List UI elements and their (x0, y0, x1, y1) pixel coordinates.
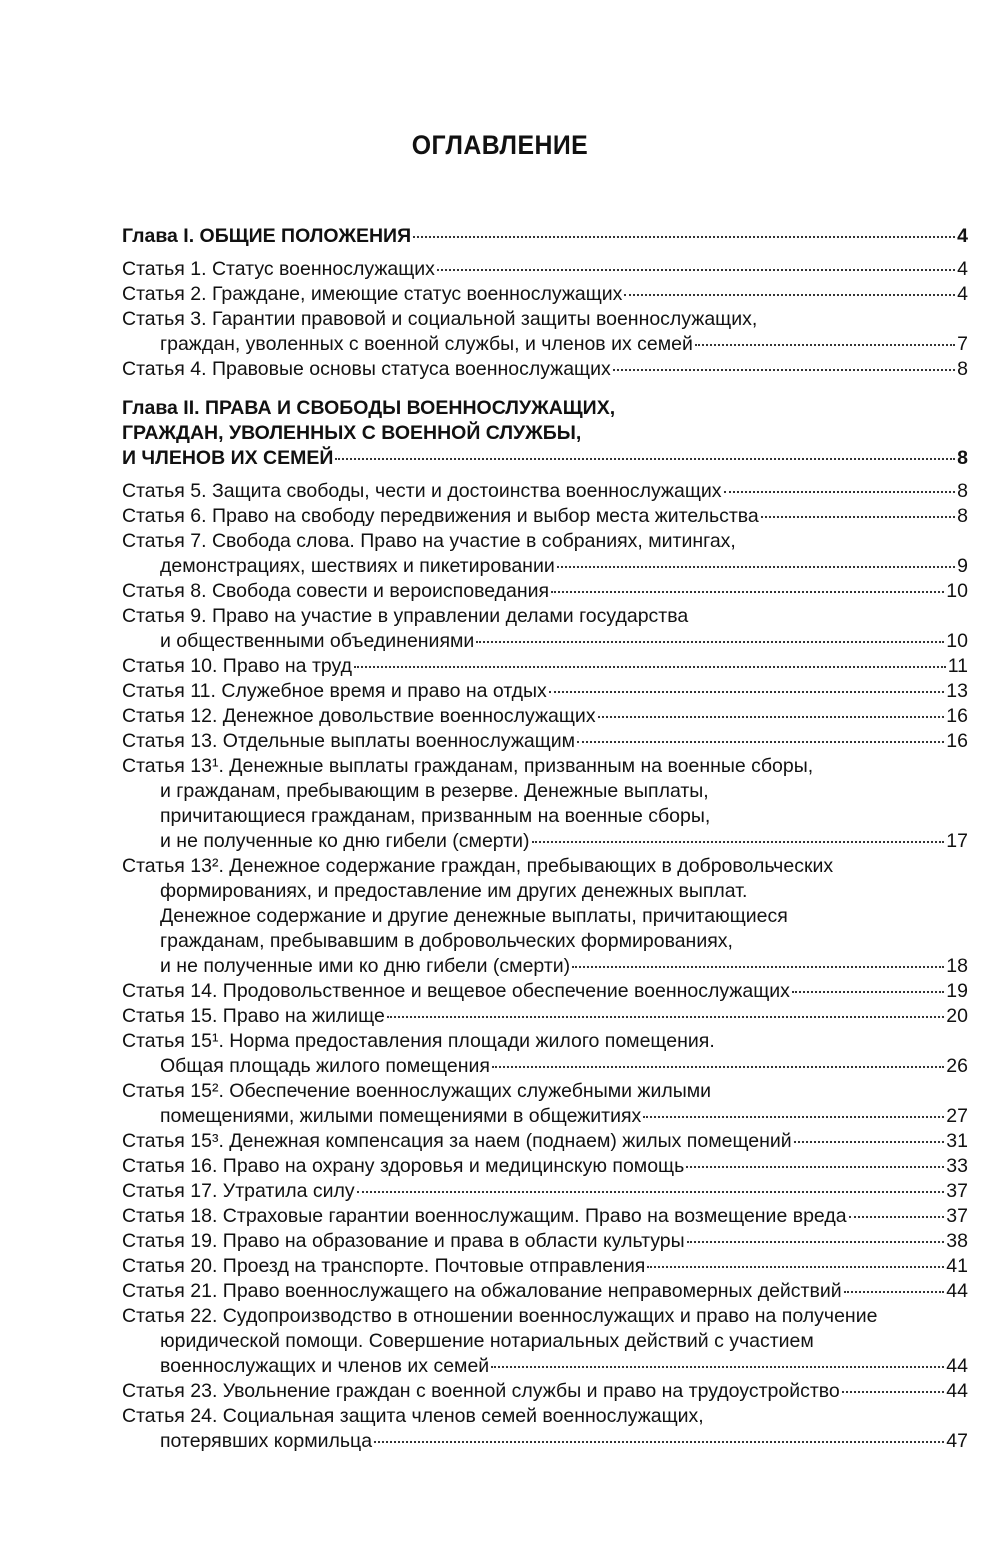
toc-article[interactable] (122, 1379, 968, 1404)
toc-entry-text: и общественными объединениями (160, 630, 475, 652)
dot-leader (613, 369, 955, 371)
toc-article[interactable] (122, 679, 968, 704)
toc-article[interactable] (122, 979, 968, 1004)
toc-entry-text: Статья 5. Защита свободы, чести и достоинства военнослужащих (122, 480, 722, 502)
toc-entry-text: помещениями, жилыми помещениями в общежитиях (160, 1105, 642, 1127)
dot-leader (792, 991, 944, 993)
section-gap (122, 471, 968, 479)
page-number: 8 (957, 447, 968, 469)
dot-leader (761, 516, 955, 518)
toc-entry-text: Статья 15². Обеспечение военнослужащих служебными жилыми (122, 1080, 712, 1102)
dot-leader (374, 1441, 944, 1443)
toc-entry-text: Статья 12. Денежное довольствие военнослужащих (122, 705, 596, 727)
page-number: 10 (946, 630, 968, 652)
toc-article[interactable] (122, 604, 968, 654)
dot-leader (598, 716, 945, 718)
section-gap (122, 249, 968, 257)
toc-line-last (122, 1154, 968, 1179)
toc-line-last (122, 679, 968, 704)
toc-line-last (122, 257, 968, 282)
toc-article[interactable] (122, 579, 968, 604)
toc-entry-text: Статья 23. Увольнение граждан с военной службы и право на трудоустройство (122, 1380, 840, 1402)
dot-leader (572, 966, 944, 968)
page-number: 47 (946, 1430, 968, 1452)
toc-entry-text: Денежное содержание и другие денежные выплаты, причитающиеся (160, 905, 788, 927)
dot-leader (577, 741, 944, 743)
toc-line-last (122, 446, 968, 471)
toc-entry-text: И ЧЛЕНОВ ИХ СЕМЕЙ (122, 447, 334, 469)
page-number: 11 (947, 655, 968, 677)
page-number: 19 (946, 980, 968, 1002)
toc-entry-text: Статья 15¹. Норма предоставления площади жилого помещения. (122, 1030, 715, 1052)
page-number: 37 (946, 1180, 968, 1202)
dot-leader (437, 269, 955, 271)
toc-article[interactable] (122, 307, 968, 357)
dot-leader (695, 344, 955, 346)
toc-line-last (122, 1054, 968, 1079)
dot-leader (549, 691, 945, 693)
table-of-contents (122, 224, 968, 1454)
toc-article[interactable] (122, 479, 968, 504)
toc-line-last (122, 282, 968, 307)
toc-entry-text: Статья 9. Право на участие в управлении делами государства (122, 605, 689, 627)
toc-entry-text: Статья 2. Граждане, имеющие статус военнослужащих (122, 283, 623, 305)
toc-article[interactable] (122, 1279, 968, 1304)
page-number: 38 (946, 1230, 968, 1252)
dot-leader (387, 1016, 944, 1018)
page-number: 20 (946, 1005, 968, 1027)
toc-entry-text: Статья 6. Право на свободу передвижения и выбор места жительства (122, 505, 759, 527)
toc-chapter[interactable] (122, 224, 968, 249)
toc-line-last (122, 357, 968, 382)
toc-article[interactable] (122, 1079, 968, 1129)
toc-article[interactable] (122, 1304, 968, 1379)
toc-article[interactable] (122, 1229, 968, 1254)
toc-article[interactable] (122, 1204, 968, 1229)
page-number: 26 (946, 1055, 968, 1077)
page-number: 17 (946, 830, 968, 852)
toc-entry-text: Статья 1. Статус военнослужащих (122, 258, 435, 280)
toc-line-last (122, 332, 968, 357)
page-number: 31 (946, 1130, 968, 1152)
dot-leader (849, 1216, 945, 1218)
toc-line-last (122, 504, 968, 529)
page-number: 37 (946, 1205, 968, 1227)
dot-leader (532, 841, 945, 843)
page-number: 16 (946, 730, 968, 752)
page-number: 8 (957, 480, 968, 502)
dot-leader (687, 1241, 945, 1243)
toc-entry-text: Статья 22. Судопроизводство в отношении военнослужащих и право на получение (122, 1305, 878, 1327)
toc-entry-text: Статья 15. Право на жилище (122, 1005, 385, 1027)
page-number: 13 (946, 680, 968, 702)
dot-leader (643, 1116, 944, 1118)
toc-line-last (122, 1379, 968, 1404)
dot-leader (686, 1166, 944, 1168)
page-number: 10 (946, 580, 968, 602)
page-number: 33 (946, 1155, 968, 1177)
toc-entry-text: Статья 14. Продовольственное и вещевое обеспечение военнослужащих (122, 980, 790, 1002)
page-number: 44 (946, 1355, 968, 1377)
section-gap (122, 382, 968, 396)
toc-article[interactable] (122, 504, 968, 529)
toc-entry-text: Статья 24. Социальная защита членов семей военнослужащих, (122, 1405, 704, 1427)
toc-line-last (122, 954, 968, 979)
toc-entry-text: Статья 11. Служебное время и право на отдых (122, 680, 547, 702)
toc-entry-text: Статья 7. Свобода слова. Право на участие в собраниях, митингах, (122, 530, 736, 552)
toc-entry-text: и гражданам, пребывающим в резерве. Денежные выплаты, (160, 780, 709, 802)
toc-article[interactable] (122, 1004, 968, 1029)
dot-leader (794, 1141, 945, 1143)
toc-entry-text: Статья 13². Денежное содержание граждан, пребывающих в добровольческих (122, 855, 834, 877)
dot-leader (844, 1291, 945, 1293)
dot-leader (357, 1191, 945, 1193)
dot-leader (551, 591, 944, 593)
toc-line-last (122, 1104, 968, 1129)
toc-entry-text: ГРАЖДАН, УВОЛЕННЫХ С ВОЕННОЙ СЛУЖБЫ, (122, 422, 582, 444)
toc-entry-text: потерявших кормильца (160, 1430, 373, 1452)
toc-entry-text: Статья 4. Правовые основы статуса военнослужащих (122, 358, 611, 380)
toc-line-last (122, 224, 968, 249)
toc-line-last (122, 1004, 968, 1029)
toc-article[interactable] (122, 1404, 968, 1454)
toc-line-last (122, 1179, 968, 1204)
toc-entry-text: Статья 18. Страховые гарантии военнослужащим. Право на возмещение вреда (122, 1205, 847, 1227)
dot-leader (335, 458, 955, 460)
toc-entry-text: Статья 8. Свобода совести и вероисповедания (122, 580, 550, 602)
toc-article[interactable] (122, 1129, 968, 1154)
toc-entry-text: Статья 13¹. Денежные выплаты гражданам, призванным на военные сборы, (122, 755, 814, 777)
dot-leader (557, 566, 955, 568)
toc-line-last (122, 1204, 968, 1229)
toc-article[interactable] (122, 754, 968, 854)
dot-leader (491, 1366, 944, 1368)
page-title: ОГЛАВЛЕНИЕ (411, 130, 589, 160)
toc-line-last (122, 1354, 968, 1379)
toc-entry-text: Статья 20. Проезд на транспорте. Почтовые отправления (122, 1255, 646, 1277)
toc-line-last (122, 479, 968, 504)
toc-line-last (122, 1279, 968, 1304)
toc-article[interactable] (122, 1029, 968, 1079)
toc-line-last (122, 1129, 968, 1154)
toc-entry-text: Общая площадь жилого помещения (160, 1055, 490, 1077)
toc-line-last (122, 829, 968, 854)
toc-entry-text: Статья 3. Гарантии правовой и социальной защиты военнослужащих, (122, 308, 758, 330)
page-number: 18 (946, 955, 968, 977)
dot-leader (624, 294, 955, 296)
dot-leader (492, 1066, 944, 1068)
toc-entry-text: демонстрациях, шествиях и пикетировании (160, 555, 555, 577)
toc-entry-text: Статья 16. Право на охрану здоровья и медицинскую помощь (122, 1155, 685, 1177)
toc-line-last (122, 729, 968, 754)
toc-entry-text: Глава I. ОБЩИЕ ПОЛОЖЕНИЯ (122, 225, 412, 247)
toc-article[interactable] (122, 282, 968, 307)
page-number: 7 (957, 333, 968, 355)
page-number: 9 (957, 555, 968, 577)
toc-article[interactable] (122, 854, 968, 979)
toc-line-last (122, 1429, 968, 1454)
page-number: 4 (957, 283, 968, 305)
toc-entry-text: Статья 19. Право на образование и права в области культуры (122, 1230, 685, 1252)
dot-leader (413, 236, 955, 238)
dot-leader (724, 491, 956, 493)
dot-leader (476, 641, 944, 643)
toc-chapter[interactable] (122, 396, 968, 471)
toc-entry-text: юридической помощи. Совершение нотариальных действий с участием (160, 1330, 814, 1352)
page-number: 27 (946, 1105, 968, 1127)
toc-line-last (122, 1229, 968, 1254)
toc-line-last (122, 654, 968, 679)
toc-entry-text: гражданам, пребывавшим в добровольческих формированиях, (160, 930, 733, 952)
page-number: 8 (957, 358, 968, 380)
toc-line-last (122, 629, 968, 654)
page-number: 4 (957, 258, 968, 280)
page-number: 41 (946, 1255, 968, 1277)
toc-entry-text: граждан, уволенных с военной службы, и членов их семей (160, 333, 693, 355)
toc-article[interactable] (122, 1254, 968, 1279)
page-number: 8 (957, 505, 968, 527)
toc-article[interactable] (122, 529, 968, 579)
toc-entry-text: и не полученные ко дню гибели (смерти) (160, 830, 530, 852)
page-number: 44 (946, 1380, 968, 1402)
dot-leader (842, 1391, 945, 1393)
toc-article[interactable] (122, 704, 968, 729)
toc-entry-text: причитающиеся гражданам, призванным на военные сборы, (160, 805, 711, 827)
toc-line-last (122, 1254, 968, 1279)
toc-entry-text: Глава II. ПРАВА И СВОБОДЫ ВОЕННОСЛУЖАЩИХ, (122, 397, 616, 419)
toc-entry-text: военнослужащих и членов их семей (160, 1355, 490, 1377)
toc-article[interactable] (122, 357, 968, 382)
page-number: 4 (957, 225, 968, 247)
page-number: 16 (946, 705, 968, 727)
page-number: 44 (946, 1280, 968, 1302)
toc-article[interactable] (122, 654, 968, 679)
toc-entry-text: Статья 21. Право военнослужащего на обжалование неправомерных действий (122, 1280, 842, 1302)
toc-article[interactable] (122, 257, 968, 282)
toc-line-last (122, 554, 968, 579)
toc-entry-text: Статья 10. Право на труд (122, 655, 352, 677)
toc-entry-text: формированиях, и предоставление им других денежных выплат. (160, 880, 748, 902)
toc-entry-text: Статья 17. Утратила силу (122, 1180, 355, 1202)
toc-article[interactable] (122, 1179, 968, 1204)
toc-line-last (122, 704, 968, 729)
toc-article[interactable] (122, 1154, 968, 1179)
dot-leader (354, 666, 946, 668)
toc-entry-text: Статья 13. Отдельные выплаты военнослужащим (122, 730, 576, 752)
toc-line-last (122, 579, 968, 604)
toc-line-last (122, 979, 968, 1004)
toc-entry-text: Статья 15³. Денежная компенсация за наем (поднаем) жилых помещений (122, 1130, 792, 1152)
toc-entry-text: и не полученные ими ко дню гибели (смерти) (160, 955, 571, 977)
toc-article[interactable] (122, 729, 968, 754)
dot-leader (647, 1266, 944, 1268)
